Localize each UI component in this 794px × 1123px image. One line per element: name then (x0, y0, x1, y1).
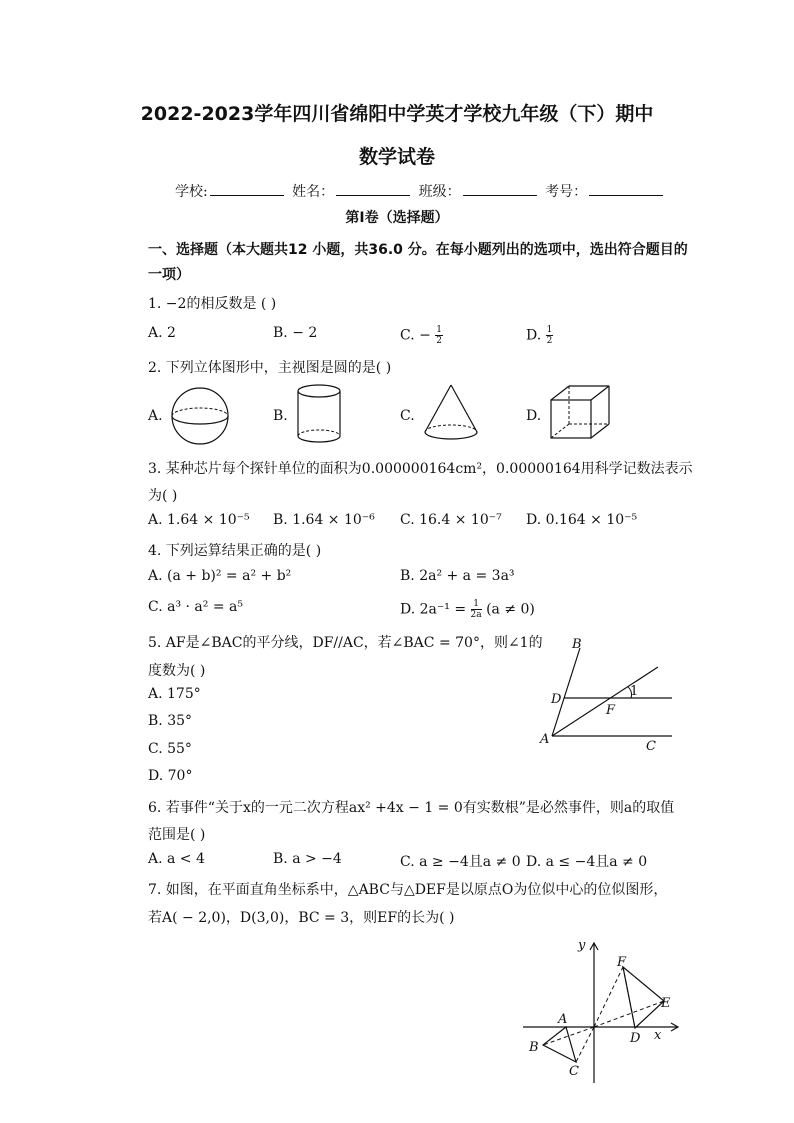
q3-option-d: D. 0.164 × 10⁻⁵ (526, 512, 638, 528)
q1-option-c-label: C. − (400, 327, 431, 344)
label-c: C (646, 739, 656, 754)
label-f: F (606, 703, 616, 718)
q5-option-a: A. 175° (148, 686, 201, 702)
volume-title: 第I卷（选择题） (345, 210, 449, 226)
student-info-row (175, 181, 667, 201)
q6-option-a: A. a < 4 (148, 851, 205, 867)
q3-option-c: C. 16.4 × 10⁻⁷ (400, 512, 502, 528)
label-f: F (617, 955, 627, 970)
page-subtitle: 数学试卷 (358, 146, 435, 168)
q6-stem: 6. 若事件“关于x的一元二次方程ax² +4x − 1 = 0有实数根”是必然事件，则a的取值 (148, 800, 675, 816)
cylinder-icon (294, 382, 344, 446)
section-heading: 一、选择题（本大题共12 小题，共36.0 分。在每小题列出的选项中，选出符合题目的 (148, 242, 688, 258)
q4-option-d-suffix: (a ≠ 0) (486, 601, 535, 618)
q5-option-d: D. 70° (148, 768, 193, 784)
q4-stem: 4. 下列运算结果正确的是( ) (148, 543, 322, 559)
cone-icon (420, 382, 482, 444)
q4-d-denominator: 2a (470, 610, 482, 620)
similar-triangles-figure (518, 935, 683, 1087)
label-b: B (529, 1040, 539, 1055)
q6-stem-cont: 范围是( ) (148, 827, 206, 843)
q4-option-b: B. 2a² + a = 3a³ (400, 568, 515, 584)
name-label: 姓名： (292, 184, 335, 200)
q5-option-c: C. 55° (148, 741, 192, 757)
page-title: 2022-2023学年四川省绵阳中学英才学校九年级（下）期中 (140, 103, 654, 125)
q2-option-d: D. (526, 408, 542, 424)
q4-option-c: C. a³ · a² = a⁵ (148, 599, 243, 615)
q1-option-c (400, 325, 443, 346)
q1-option-d-label: D. (526, 327, 546, 344)
q3-stem-cont: 为( ) (148, 488, 178, 504)
q6-option-b: B. a > −4 (273, 851, 342, 867)
q5-stem-cont: 度数为( ) (148, 663, 206, 679)
q1-c-denominator: 2 (436, 336, 443, 346)
school-label: 学校: (175, 184, 208, 200)
angle-bisector-figure (532, 630, 682, 760)
exam-number-blank[interactable] (589, 183, 663, 196)
label-d: D (551, 692, 562, 707)
q2-option-c: C. (400, 408, 415, 424)
name-blank[interactable] (336, 183, 410, 196)
label-a: A (540, 732, 550, 747)
q3-option-b: B. 1.64 × 10⁻⁶ (273, 512, 375, 528)
q6-option-c: C. a ≥ −4且a ≠ 0 (400, 854, 521, 870)
q3-stem: 3. 某种芯片每个探针单位的面积为0.000000164cm²，0.00000164用科学记数法表示 (148, 461, 693, 477)
class-blank[interactable] (463, 183, 537, 196)
q4-option-d-label: D. 2a⁻¹ = (400, 601, 471, 618)
q5-stem: 5. AF是∠BAC的平分线，DF//AC，若∠BAC = 70°，则∠1的 (148, 635, 543, 651)
q4-d-numerator: 1 (471, 599, 482, 610)
label-a: A (558, 1012, 568, 1027)
section-heading-cont: 一项） (148, 267, 190, 283)
q1-c-numerator: 1 (436, 325, 443, 335)
q1-d-numerator: 1 (546, 325, 553, 335)
q4-option-d (400, 599, 535, 620)
q2-option-b: B. (273, 408, 288, 424)
q5-option-b: B. 35° (148, 713, 193, 729)
label-b: B (572, 637, 582, 652)
class-label: 班级： (418, 184, 461, 200)
q1-d-denominator: 2 (546, 336, 553, 346)
q7-stem-cont: 若A( − 2,0)，D(3,0)，BC = 3，则EF的长为( ) (148, 910, 455, 926)
cube-icon (548, 384, 614, 442)
label-angle-1: 1 (630, 684, 639, 699)
exam-number-label: 考号： (545, 184, 588, 200)
q2-stem: 2. 下列立体图形中，主视图是圆的是( ) (148, 360, 392, 376)
school-blank[interactable] (210, 183, 284, 196)
q1-option-d (526, 325, 553, 346)
sphere-icon (168, 385, 232, 447)
label-d: D (630, 1031, 641, 1046)
q4-option-a: A. (a + b)² = a² + b² (148, 568, 292, 584)
label-e: E (661, 996, 671, 1011)
q2-option-a: A. (148, 408, 163, 424)
label-c: C (569, 1064, 579, 1079)
q1-option-a: A. 2 (148, 325, 176, 341)
label-y-axis: y (578, 938, 586, 953)
q1-option-b: B. − 2 (273, 325, 318, 341)
q1-stem: 1. −2的相反数是 ( ) (148, 296, 277, 312)
q6-option-d: D. a ≤ −4且a ≠ 0 (526, 854, 648, 870)
q7-stem: 7. 如图，在平面直角坐标系中，△ABC与△DEF是以原点O为位似中心的位似图形， (148, 882, 668, 898)
q3-option-a: A. 1.64 × 10⁻⁵ (148, 512, 250, 528)
label-x-axis: x (654, 1028, 662, 1043)
